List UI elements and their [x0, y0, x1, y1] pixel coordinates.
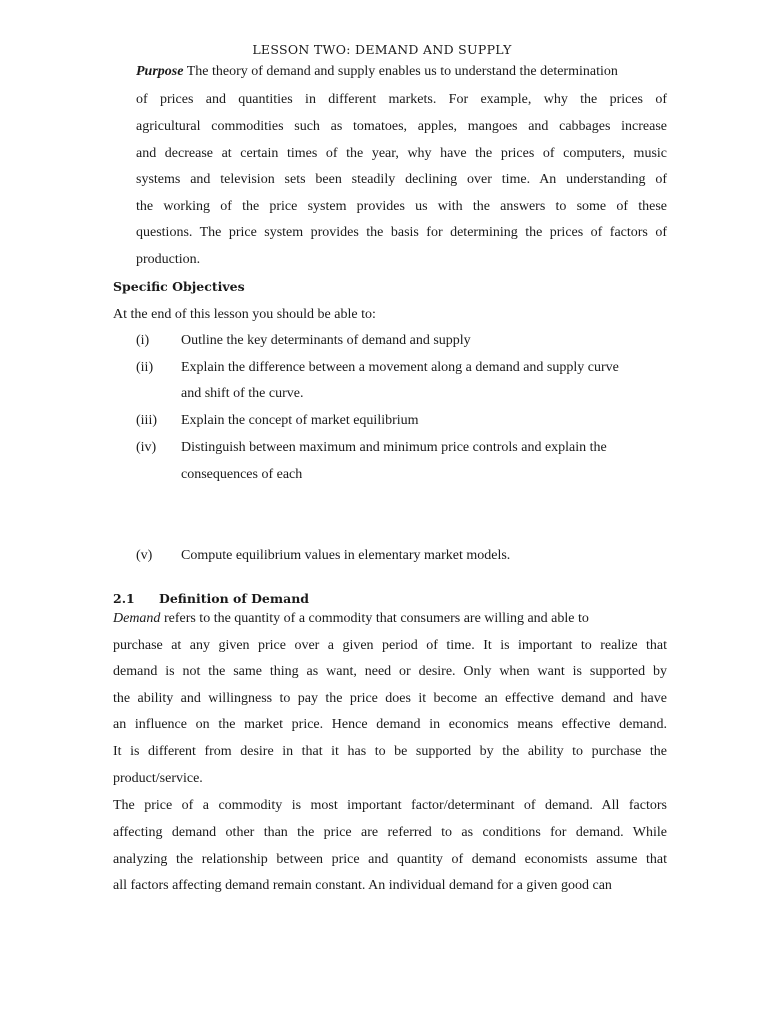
purpose-line: questions. The price system provides the basis for determining the prices of factors of [136, 225, 667, 240]
objective-text: Outline the key determinants of demand and supply [181, 333, 471, 348]
purpose-line: of prices and quantities in different markets. For example, why the prices of [136, 92, 667, 107]
purpose-line: production. [136, 252, 201, 267]
section-number: 2.1 [113, 591, 135, 606]
lesson-title: LESSON TWO: DEMAND AND SUPPLY [252, 42, 512, 57]
objective-text: and shift of the curve. [181, 386, 304, 401]
objective-number: (iii) [136, 413, 157, 428]
purpose-line: agricultural commodities such as tomatoes, apples, mangoes and cabbages increase [136, 119, 667, 134]
paragraph-line: affecting demand other than the price are referred to as conditions for demand. While [113, 825, 667, 840]
paragraph-line: product/service. [113, 771, 203, 786]
objective-text: Distinguish between maximum and minimum price controls and explain the [181, 440, 607, 455]
paragraph-line: all factors affecting demand remain constant. An individual demand for a given good can [113, 878, 612, 893]
purpose-line: and decrease at certain times of the year, why have the prices of computers, music [136, 146, 667, 161]
objective-number: (ii) [136, 360, 154, 375]
demand-term: Demand [113, 611, 161, 626]
objective-text: consequences of each [181, 467, 303, 482]
paragraph-line: It is different from desire in that it has to be supported by the ability to purchase the [113, 744, 667, 759]
purpose-first-line [136, 63, 618, 81]
objective-text: Compute equilibrium values in elementary market models. [181, 548, 511, 563]
objectives-intro: At the end of this lesson you should be able to: [113, 307, 376, 322]
objectives-heading: Specific Objectives [113, 279, 245, 294]
purpose-line: the working of the price system provides us with the answers to some of these [136, 199, 667, 214]
purpose-text: The theory of demand and supply enables us to understand the determination [186, 64, 618, 79]
purpose-label: Purpose [136, 64, 184, 79]
paragraph-line: purchase at any given price over a given period of time. It is important to realize that [113, 638, 667, 653]
paragraph-line: demand is not the same thing as want, need or desire. Only when want is supported by [113, 664, 667, 679]
paragraph-line: The price of a commodity is most important factor/determinant of demand. All factors [113, 798, 667, 813]
paragraph-line: an influence on the market price. Hence demand in economics means effective demand. [113, 717, 667, 732]
objective-number: (i) [136, 333, 150, 348]
objective-text: Explain the concept of market equilibrium [181, 413, 419, 428]
objective-number: (v) [136, 548, 153, 563]
objective-number: (iv) [136, 440, 157, 455]
paragraph-line: the ability and willingness to pay the price does it become an effective demand and have [113, 691, 667, 706]
section-first-line-text: refers to the quantity of a commodity that consumers are willing and able to [163, 611, 589, 626]
purpose-line: systems and television sets been steadily declining over time. An understanding of [136, 172, 667, 187]
section-first-line [113, 610, 589, 628]
section-title: Definition of Demand [159, 591, 310, 606]
paragraph-line: analyzing the relationship between price and quantity of demand economists assume that [113, 852, 667, 867]
objective-text: Explain the difference between a movement along a demand and supply curve [181, 360, 619, 375]
